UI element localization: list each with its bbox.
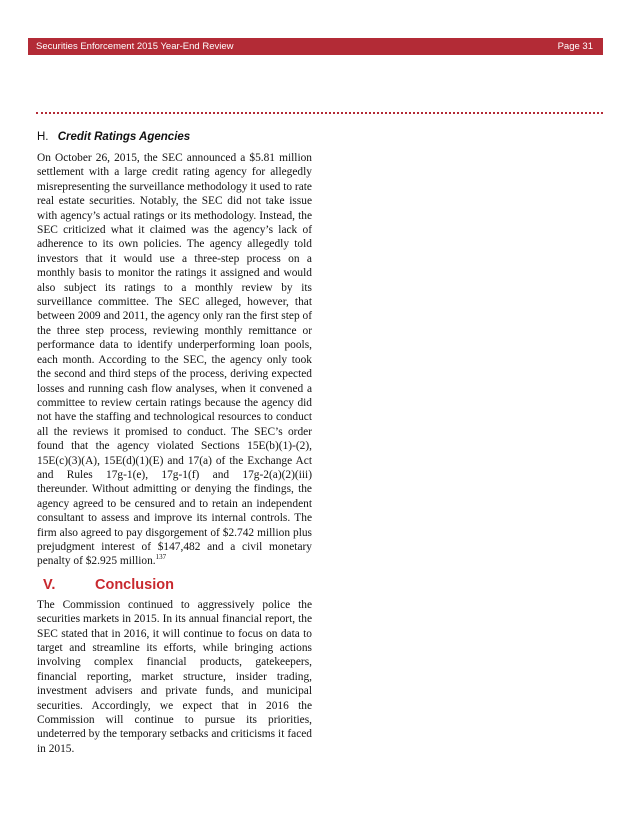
main-content [37, 129, 312, 756]
dotted-divider [36, 112, 603, 114]
header-page-number: Page 31 [557, 41, 593, 52]
section-heading [37, 576, 312, 594]
subsection-heading [37, 129, 312, 145]
subsection-letter: H. [37, 131, 49, 143]
page-header-bar [28, 38, 603, 55]
footnote-reference[interactable]: 137 [155, 553, 167, 562]
body-paragraph-credit-ratings [37, 151, 312, 569]
section-title: Conclusion [95, 576, 174, 593]
header-title: Securities Enforcement 2015 Year-End Review [36, 41, 234, 52]
subsection-title: Credit Ratings Agencies [57, 131, 191, 143]
paragraph-text: The Commission continued to aggressively police the securities markets in 2015. In its annual financial report, the SEC stated that in 2016, it will continue to focus on data to target and streamline its efforts, while bringing actions involving complex financial products, gatekeepers, financial reporting, market structure, insider trading, investment advisers and private funds, and municipal securities. Accordingly, we expect that in 2016 the Commission will continue to pursue its priorities, undeterred by the temporary setbacks and criticisms it faced in 2015. [37, 598, 312, 755]
body-paragraph-conclusion [37, 598, 312, 756]
section-number: V. [43, 576, 56, 593]
paragraph-text: On October 26, 2015, the SEC announced a $5.81 million settlement with a large credit rating agency for allegedly misrepresenting the surveillance methodology it used to rate real estate securities. Notably, the SEC did not take issue with agency’s actual ratings or its methodology. Instead, the SEC criticized what it claimed was the agency’s lack of adherence to its own policies. The agency allegedly told investors that it would use a three-step process on a monthly basis to monitor the ratings it assigned and would also subject its ratings to a monthly review by its surveillance committee. The SEC alleged, however, that between 2009 and 2011, the agency only ran the first step of the three step process, reviewing monthly remittance or performance data to identify underperforming loan pools, each month. According to the SEC, the agency only took the second and third steps of the process, deriving expected losses and running cash flow analyses, when it convened a committee to review certain ratings because the agency did not have the staffing and technological resources to conduct all the reviews it promised to conduct. The SEC’s order found that the agency violated Sections 15E(b)(1)-(2), 15E(c)(3)(A), 15E(d)(1)(E) and 17(a) of the Exchange Act and Rules 17g-1(e), 17g-1(f) and 17g-2(a)(2)(iii) thereunder. Without admitting or denying the findings, the agency agreed to be censured and to retain an independent consultant to assess and improve its internal controls. The firm also agreed to pay disgorgement of $2.742 million plus prejudgment interest of $147,482 and a civil monetary penalty of $2.925 million. [37, 152, 312, 568]
